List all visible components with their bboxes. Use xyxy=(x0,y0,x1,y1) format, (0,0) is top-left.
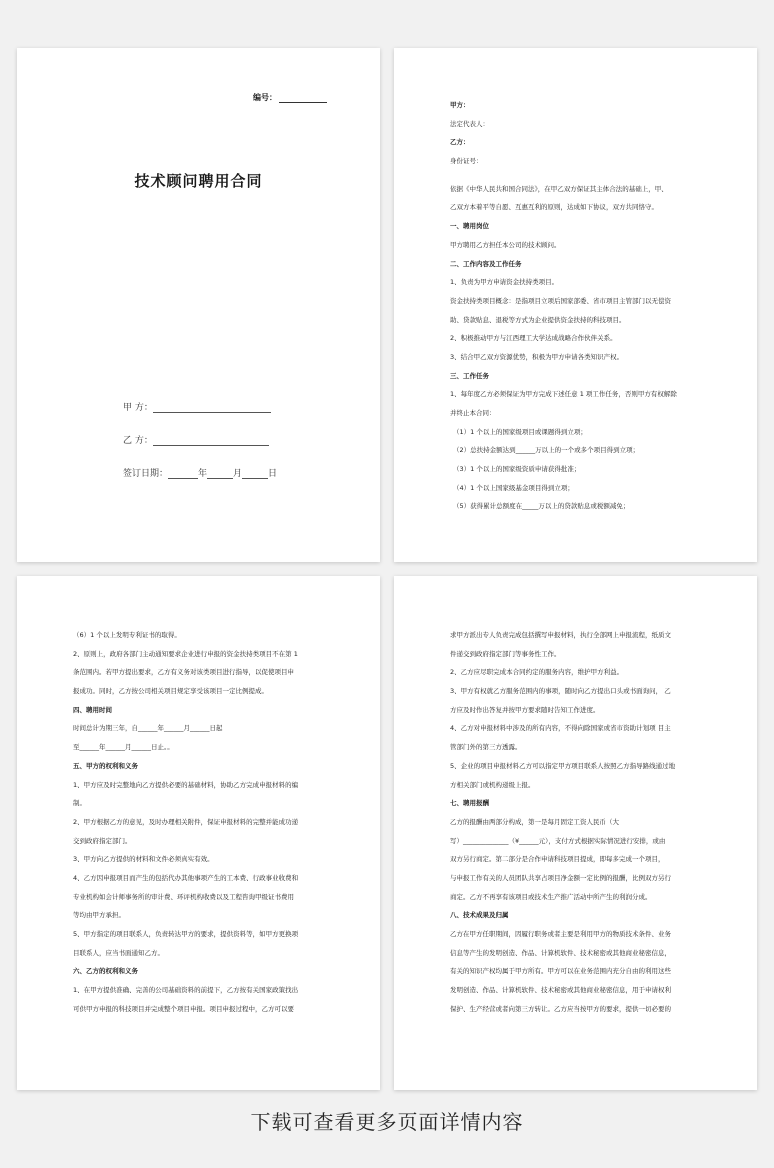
page-title: 技术顾问聘用合同 xyxy=(134,172,263,190)
text-line: 至______年______月______日止。。 xyxy=(73,743,174,752)
month-underline xyxy=(207,469,233,479)
text-line: 2、积极推动甲方与江西理工大学达成战略合作伙伴关系。 xyxy=(450,334,617,343)
text-line: 信息等产生的发明创造、作品、计算机软件、技术秘密或其他商业秘密信息， xyxy=(450,948,671,957)
section-heading: 一、聘用岗位 xyxy=(450,222,489,231)
text-line: 件递交到政府指定部门等事务性工作。 xyxy=(450,649,561,658)
text-line: 乙双方本着平等自愿、互惠互利的原则，达成如下协议，双方共同恪守。 xyxy=(450,203,658,212)
text-line: 5、企业的项目申报材料乙方可以指定甲方项目联系人按照乙方指导路线通过地 xyxy=(450,761,676,770)
party-a-label: 甲 方： xyxy=(123,403,153,413)
text-line: （2）总扶持金额达到______万以上的一个或多个项目得到立项； xyxy=(453,446,640,455)
year-label: 年 xyxy=(198,469,208,479)
section-heading: 七、聘用报酬 xyxy=(450,799,489,808)
section-heading: 乙方： xyxy=(450,138,470,147)
text-line: （5）获得累计总额度在_____万以上的贷款贴息或税额减免； xyxy=(453,502,630,511)
text-line: 保护、生产经营或者向第三方转让。乙方应当按甲方的要求，提供一切必要的 xyxy=(450,1004,671,1013)
year-underline xyxy=(168,469,198,479)
text-line: 2、原则上，政府各部门主动通知要求企业进行申报的资金扶持类项目不在第 1 xyxy=(73,649,298,658)
contract-page-3 xyxy=(17,576,380,1090)
contract-cover-page xyxy=(17,48,380,562)
party-b-field xyxy=(123,433,269,446)
text-line: 1、每年度乙方必须保证为甲方完成下述任意 1 项工作任务，否则甲方有权解除 xyxy=(450,390,677,399)
page-3-body xyxy=(73,626,329,1018)
text-line: 双方另行商定。第二部分是合作申请科技项目提成，即每多完成一个项目， xyxy=(450,855,665,864)
contract-number-label: 编号： xyxy=(253,93,277,102)
day-underline xyxy=(242,469,268,479)
text-line: （1）1 个以上的国家级项目或课题得到立项； xyxy=(453,427,587,436)
section-heading: 二、工作内容及工作任务 xyxy=(450,259,522,268)
text-line: 报成功。同时，乙方按公司相关项目规定享受该项目一定比例提成。 xyxy=(73,687,268,696)
text-line: 乙方在甲方任职期间，因履行职务或者主要是利用甲方的物质技术条件、业务 xyxy=(450,930,671,938)
text-line: 并终止本合同： xyxy=(450,409,496,417)
section-heading: 五、甲方的权利和义务 xyxy=(73,761,138,770)
day-label: 日 xyxy=(268,469,278,479)
text-line: 乙方的报酬由两部分构成，第一是每月固定工资人民币（大 xyxy=(450,817,619,826)
text-line: 3、甲方有权就乙方服务范围内的事项，随时向乙方提出口头或书面询问， 乙 xyxy=(450,687,671,696)
text-line: 2、乙方应尽职完成本合同约定的服务内容，维护甲方利益。 xyxy=(450,668,624,677)
text-line: 商定。乙方不再享有该项目或技术生产推广活动中所产生的利润分成。 xyxy=(450,892,652,901)
sign-date-label: 签订日期： xyxy=(123,469,169,479)
contract-number-field xyxy=(253,92,327,103)
download-more-prompt[interactable]: 下载可查看更多页面详情内容 xyxy=(250,1110,524,1134)
text-line: 条范围内。若甲方提出要求，乙方有义务对该类项目进行指导，以促使项目申 xyxy=(73,668,294,677)
text-line: 法定代表人： xyxy=(450,119,489,128)
text-line: 资金扶持类项目概念：是指项目立项后国家部委、省市项目主管部门以无偿资 xyxy=(450,296,671,305)
text-line: 发明创造、作品、计算机软件、技术秘密或其他商业秘密信息，用于申请权利 xyxy=(450,986,671,995)
party-a-field xyxy=(123,400,271,413)
party-b-label: 乙 方： xyxy=(123,436,153,446)
text-line: 时间总计为期三年，自______年______月______日起 xyxy=(73,724,223,733)
text-line: 依据《中华人民共和国合同法》，在甲乙双方保证其主体合法的基础上，甲、 xyxy=(450,184,668,193)
month-label: 月 xyxy=(233,469,243,479)
section-heading: 四、聘用时间 xyxy=(73,705,112,714)
text-line: 身份证号： xyxy=(450,157,483,166)
party-a-underline xyxy=(153,403,271,413)
text-line: 3、甲方向乙方提供的材料和文件必须真实有效。 xyxy=(73,855,214,864)
section-heading: 三、工作任务 xyxy=(450,371,489,380)
contract-number-underline xyxy=(279,94,327,103)
text-line: 助、贷款贴息、退税等方式为企业提供资金扶持的科技项目。 xyxy=(450,315,626,324)
text-line: 管部门外的第三方透露。 xyxy=(450,743,522,752)
text-line: 方应及时作出答复并按甲方要求随时告知工作进度。 xyxy=(450,705,600,714)
party-b-underline xyxy=(153,436,269,446)
text-line: 1、甲方应及时完整地向乙方提供必要的基础材料，协助乙方完成申报材料的编 xyxy=(73,780,299,789)
page-4-body xyxy=(450,626,706,1018)
text-line: 2、甲方根据乙方的意见，及时办理相关附件，保证申报材料的完整并能成功递 xyxy=(73,817,299,826)
text-line: 等均由甲方承担。 xyxy=(73,911,125,920)
text-line: 方相关部门或机构递级上报。 xyxy=(450,780,535,789)
text-line: 交到政府指定部门。 xyxy=(73,836,132,845)
section-heading: 甲方： xyxy=(450,101,470,109)
text-line: 写）______________（¥______元），支付方式根据实际情况进行安排，或由 xyxy=(450,836,666,845)
section-heading: 六、乙方的权利和义务 xyxy=(73,967,138,976)
text-line: 3、结合甲乙双方资源优势，积极为甲方申请各类知识产权。 xyxy=(450,352,624,361)
text-line: 专业机构如会计师事务所的审计费、环评机构收费以及工程咨询甲级证书费用 xyxy=(73,892,294,901)
text-line: （6）1 个以上发明专利证书的取得。 xyxy=(73,631,181,639)
text-line: （4）1 个以上国家级基金项目得到立项； xyxy=(453,483,574,492)
text-line: 有关的知识产权均属于甲方所有。甲方可以在业务范围内充分自由的利用这些 xyxy=(450,967,671,976)
text-line: 4、乙方因申报项目而产生的包括代办其他事项产生的工本费、行政事业收费和 xyxy=(73,873,299,882)
text-line: （3）1 个以上的国家级资质申请获得批准； xyxy=(453,465,581,474)
text-line: 目联系人，应当书面通知乙方。 xyxy=(73,948,164,957)
text-line: 1、负责为甲方申请资金扶持类项目。 xyxy=(450,278,559,287)
text-line: 与申报工作有关的人员团队共享占项目净金额一定比例的报酬，比例双方另行 xyxy=(450,873,671,882)
contract-page-4 xyxy=(394,576,757,1090)
sign-date-field xyxy=(123,466,277,479)
section-heading: 八、技术成果及归属 xyxy=(450,911,509,920)
text-line: 制。 xyxy=(73,799,86,808)
text-line: 求甲方派出专人负责完成包括撰写申报材料，执行全部网上申报流程，纸质文 xyxy=(450,631,671,639)
text-line: 1、在甲方提供准确、完善的公司基础资料的前提下，乙方按有关国家政策找出 xyxy=(73,986,299,995)
text-line: 4、乙方对申报材料中涉及的所有内容，不得向除国家或省市资助计划项 目主 xyxy=(450,724,671,733)
paragraph-gap xyxy=(450,171,706,180)
text-line: 可供甲方申报的科技项目并完成整个项目申报。项目申报过程中，乙方可以要 xyxy=(73,1004,294,1013)
text-line: 甲方聘用乙方担任本公司的技术顾问。 xyxy=(450,240,561,249)
page-2-body xyxy=(450,96,706,516)
text-line: 5、甲方指定的项目联系人，负责转达甲方的要求，提供资料等，如甲方更换项 xyxy=(73,930,299,938)
contract-page-2 xyxy=(394,48,757,562)
